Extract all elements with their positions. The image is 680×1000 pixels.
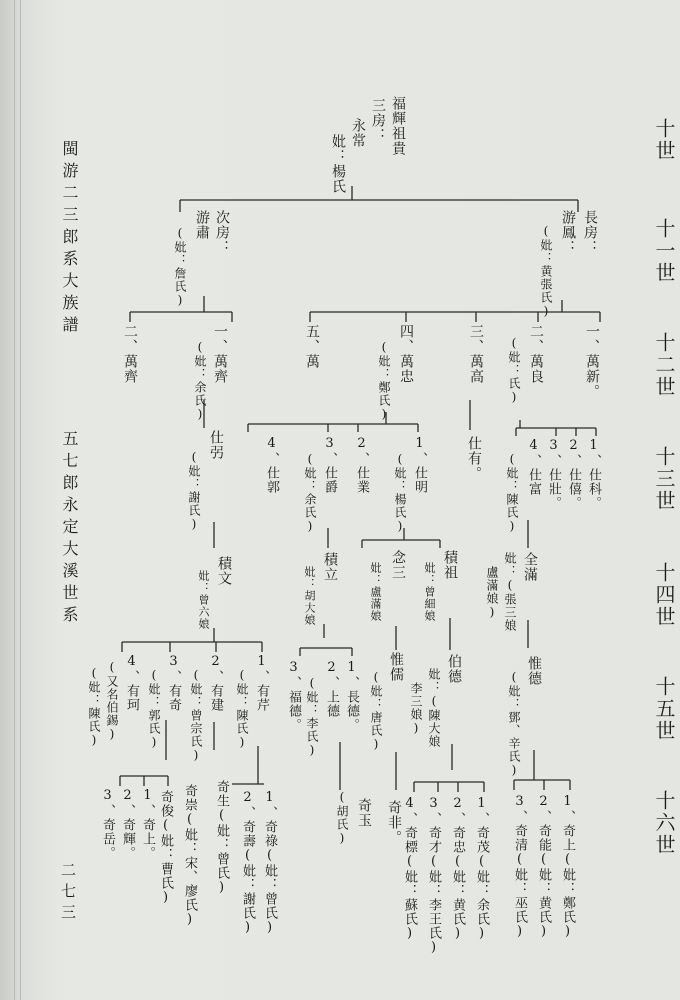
person-name: 3、奇岳。	[100, 788, 115, 860]
person-name: 念三	[390, 550, 406, 580]
generation-header: 十三世	[652, 446, 676, 512]
person-name: 2、仕業	[354, 436, 369, 494]
person-name: 1、奇上。	[140, 788, 155, 860]
person-name: 伯德	[446, 654, 462, 684]
ancestor-name: 福輝祖貴	[390, 96, 406, 156]
page-number: 二七三	[59, 862, 77, 925]
person-name: 1、長德。	[344, 660, 359, 732]
person-name: 積立	[322, 552, 338, 582]
person-name: 積祖	[442, 550, 458, 580]
person-name: 3、仕爵	[322, 436, 337, 494]
generation-header: 十一世	[652, 218, 676, 284]
person-name: 4、仕富	[526, 438, 541, 496]
spouse-label: 妣：曾細娘	[423, 562, 436, 622]
generation-header: 十五世	[652, 676, 676, 742]
spouse-label: (妣：李氏)	[305, 676, 319, 758]
person-name: 惟儒	[388, 652, 404, 682]
person-name: 游肅	[194, 210, 210, 240]
person-name: 3、奇清(妣：巫氏)	[512, 794, 527, 940]
person-name: 3、奇才(妣：李王氏)	[426, 796, 441, 956]
spouse-label: (妣：鄧、辛氏)	[507, 670, 521, 778]
spouse-label: (妣：陳氏)	[235, 668, 249, 750]
person-name: 五、萬	[304, 324, 320, 369]
spouse-label: (妣：唐氏)	[369, 670, 383, 752]
spouse-label: (妣：黄張氏)	[539, 224, 553, 319]
spouse-label: 李三娘)	[409, 682, 423, 736]
person-name: 奇崇(妣：宋、廖氏)	[182, 784, 197, 928]
branch-label: 長房：	[582, 210, 598, 255]
person-name: 一、萬新。	[584, 324, 600, 399]
person-name: 1、仕明	[412, 436, 427, 494]
spouse-label: (妣：詹氏)	[173, 226, 187, 308]
spouse-label: (胡氏)	[335, 790, 349, 846]
person-name: 惟德	[526, 656, 542, 686]
person-name: 奇俊(妣：曹氏)	[158, 790, 173, 906]
person-name: 2、奇輝。	[120, 788, 135, 860]
person-name: 3、仕壯。	[546, 438, 561, 510]
person-name: 4、仕郭	[264, 436, 279, 494]
person-name: 仕弜	[208, 430, 224, 460]
person-name: 二、萬齊	[122, 324, 138, 384]
person-name: 積文	[216, 556, 232, 586]
person-name: 永常	[350, 118, 366, 148]
person-name: 游鳳：	[560, 210, 576, 255]
person-name: 四、萬忠	[398, 324, 414, 384]
person-name: 二、萬良	[528, 324, 544, 384]
person-name: 奇非。	[386, 800, 402, 845]
person-name: 1、有芹	[254, 654, 269, 712]
person-name: 2、奇能(妣：黄氏)	[536, 794, 551, 940]
person-name: 4、奇標(妣：蘇氏)	[402, 796, 417, 942]
spouse-label: (妣：余氏)	[303, 452, 317, 534]
generation-header: 十二世	[652, 332, 676, 398]
person-name: 2、奇壽(妣：謝氏)	[240, 790, 255, 936]
person-name: 3、有奇	[166, 654, 181, 712]
spouse-label: 盧滿娘)	[485, 566, 499, 620]
spouse-label: (妣：陳氏)	[87, 666, 101, 748]
person-name: 一、萬齊	[212, 324, 228, 384]
spouse-label: (妣：陳氏)	[505, 452, 519, 534]
person-name: 1、奇茂(妣：余氏)	[474, 796, 489, 942]
person-name: 4、有珂	[124, 654, 139, 712]
person-name: 奇生(妣：曾氏)	[214, 780, 229, 896]
branch-label: 次房：	[214, 210, 230, 255]
spouse-label: (妣：氏)	[507, 336, 521, 405]
generation-header: 十四世	[652, 562, 676, 628]
branch-label: 三房：	[370, 98, 386, 143]
person-name: 1、奇上(妣：鄭氏)	[560, 794, 575, 940]
spouse-label: (妣：鄭氏)	[377, 340, 391, 422]
spouse-label: (妣：曾宗氏)	[189, 668, 203, 763]
person-name: 2、仕僖。	[566, 438, 581, 510]
person-name: 1、奇祿(妣：曾氏)	[262, 790, 277, 936]
person-name: 3、福德。	[286, 660, 301, 732]
person-name: 全滿	[522, 552, 538, 582]
book-title: 閩游二三郎系大族譜	[60, 140, 79, 338]
generation-header: 十六世	[652, 790, 676, 856]
section-title: 五七郎永定大溪世系	[60, 430, 79, 628]
person-name: 2、有建	[208, 654, 223, 712]
person-name: 1、仕科。	[586, 438, 601, 510]
spouse-label: 妣：盧滿娘	[369, 562, 382, 622]
person-name: 2、上德	[324, 660, 339, 718]
person-name: 奇玉	[356, 798, 372, 828]
person-name: 三、萬高	[468, 324, 484, 384]
person-name: 仕有。	[466, 436, 482, 481]
spouse-label: (妣：楊氏)	[393, 452, 407, 534]
spouse-label: 妣：楊氏	[330, 134, 346, 194]
spouse-label: 妣：胡大娘	[303, 566, 316, 626]
spouse-label: (妣：余氏)	[193, 340, 207, 422]
person-name: 2、奇忠(妣：黄氏)	[450, 796, 465, 942]
spouse-label: 妣：曾六娘	[197, 570, 210, 630]
spouse-label: 妣：(陳大娘	[427, 668, 441, 748]
spouse-label: (又名伯錫)	[105, 660, 119, 742]
spouse-label: (妣：謝氏)	[187, 450, 201, 532]
spouse-label: 妣：(張三娘	[503, 552, 517, 632]
spouse-label: (妣：郭氏)	[147, 668, 161, 750]
generation-header: 十世	[652, 118, 676, 162]
